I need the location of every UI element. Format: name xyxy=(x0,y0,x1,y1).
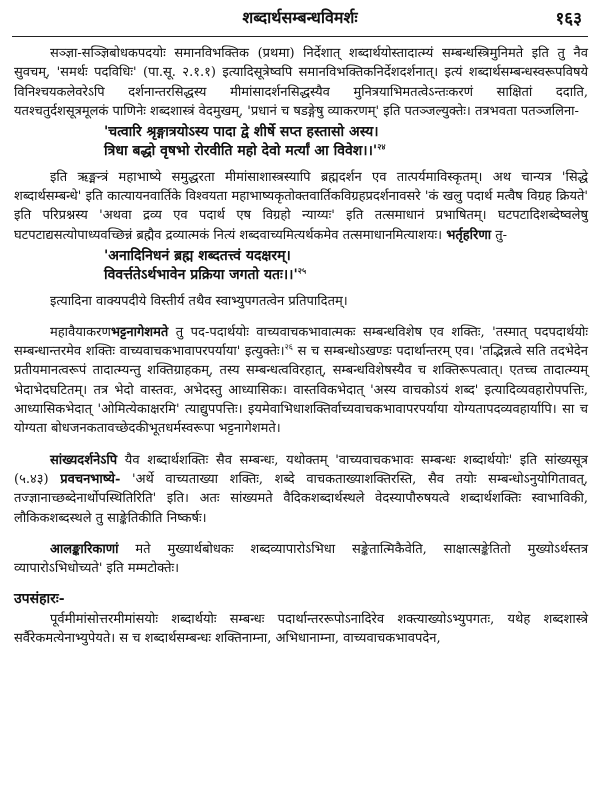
section-heading: उपसंहारः- xyxy=(14,591,65,608)
keyword: भट्टनागेशमते xyxy=(110,324,169,340)
page-header xyxy=(14,6,586,32)
verse-line: 'चत्वारि श्रृङ्गात्रयोऽस्य पादा द्वे शीर्षे सप्त हस्तासो अस्य। xyxy=(104,124,379,141)
paragraph-7: पूर्वमीमांसोत्तरमीमांसयोः शब्दार्थयोः सम्बन्धः पदार्थान्तररूपोऽनादिरेव शक्त्याख्योऽभ्युपगतः, यथेह शब्दशास्त्रे सर्वैरेकमत्येनाभ्युपेयते। स च शब्दार्थसम्बन्धः शक्तिनाम्ना, अभिधानाम्ना, वाच्यवाचकभावपदेन, xyxy=(14,611,588,647)
paragraph-5: सांख्यदर्शनेऽपि यैव शब्दार्थशक्तिः सैव सम्बन्धः, यथोक्तम् 'वाच्यवाचकभावः सम्बन्धः शब्दार्थयोः' इति सांख्यसूत्र (५.४३) प्रवचनभाष्ये- 'अर्थे वाच्यताख्या शक्तिः, शब्दे वाचकताख्याशक्तिरस्ति, सैव तयोः सम्बन्धोऽनुयोगितावत्, तज्ज्ञानाच्छब्देनार्थोपस्थितिरिति' इति। अतः सांख्यमते वैदिकशब्दार्थस्थले वेदस्यापौरुषयत्वे शब्दार्थशक्तिः स्वाभाविकी, लौकिकशब्दस्थले तु साङ्केतिकीति निष्कर्षः। xyxy=(14,452,588,526)
verse-line: 'अनादिनिधनं ब्रह्म शब्दतत्त्वं यदक्षरम्। xyxy=(104,247,291,264)
verse-line: त्रिधा बद्धो वृषभो रोरवीति महो देवो मर्त्यां आ $विवेश।।'^{२४}$ xyxy=(104,141,386,160)
footnote-ref: २६ xyxy=(284,342,293,352)
footnote-ref: २५ xyxy=(297,265,307,276)
page-body xyxy=(14,44,588,648)
keyword: प्रवचनभाष्ये- xyxy=(60,471,121,487)
paragraph-3: इत्यादिना वाक्यपदीये विस्तीर्य तथैव स्वाभ्युपगतत्वेन प्रतिपादितम्। xyxy=(50,293,348,309)
footnote-ref: २४ xyxy=(377,141,386,152)
keyword: भर्तृहरिणा xyxy=(446,227,492,243)
header-rule xyxy=(12,36,588,37)
page-number: १६३ xyxy=(555,9,582,29)
keyword: सांख्यदर्शनेऽपि xyxy=(50,452,118,468)
page-title: शब्दार्थसम्बन्धविमर्शः xyxy=(242,8,358,27)
verse-quote-2 xyxy=(14,247,588,286)
paragraph-1: सञ्ज्ञा-सञ्ज्ञिबोधकपदयोः समानविभक्तिक (प्रथमा) निर्देशात् शब्दार्थयोस्तादात्म्यं सम्बन्धस्त्रिमुनिमते इति तु नैव सुवचम्, 'समर्थः पदविधिः' (पा.सू. २.१.१) इत्यादिसूत्रेष्वपि समानविभक्तिकनिर्देशदर्शनात्। इत्यं शब्दार्थसम्बन्धस्वरूपविषये विनिश्चयकलेवरेऽपि दर्शनान्तरसिद्धस्य मीमांसादर्शनसिद्धस्यैव मुनित्रयाभिमतत्वेऽन्तःकरणं साक्षितां ददाति, यतश्चतुर्दशसूत्रमूलकं पाणिनेः शब्दशास्त्रं वेदमुखम्, 'प्रधानं च षडङ्गेषु व्याकरणम्' इति पतञ्जल्युक्तेः। तत्रभवता पतञ्जलिना- xyxy=(14,46,588,119)
verse-line: विवर्त्ततेऽर्थभावेन प्रक्रिया जगतो $यतः।।'^{२५}$ xyxy=(104,265,307,284)
keyword: आलङ्कारिकाणां xyxy=(50,541,119,557)
paragraph-6: आलङ्कारिकाणां मते मुख्यार्थबोधकः शब्दव्यापारोऽभिधा सङ्केतात्मिकैवेति, साक्षात्सङ्केतितो मुख्योऽर्थस्तत्र व्यापारोऽभिधोच्यते' इति मम्मटोक्तेः। xyxy=(14,541,588,577)
paragraph-2: इति ऋङ्मन्त्रं महाभाष्ये समुद्धरता मीमांसाशास्त्रस्यापि ब्रह्मदर्शन एव तात्पर्यमाविस्कृतम्। अथ चान्यत्र 'सिद्धे शब्दार्थसम्बन्धे' इति कात्यायनवार्तिके विश्वयता महाभाष्यकृतोक्तवार्तिकविग्रहप्रदर्शनावसरे 'कं खलु पदार्थ मत्वैष विग्रह क्रियते' इति परिप्रश्नस्य 'अथवा द्रव्य एव पदार्थ एष विग्रहो न्याय्यः' इति तत्समाधानं प्रभाषितम्। घटपटादिशब्देष्वलेषु घटपटाद्यसत्योपाध्यवच्छिन्नं ब्रह्मैव द्रव्यात्मकं नित्यं शब्दवाच्यमित्यर्थकमेव तत्समाधानमित्याशयः। भर्तृहरिणा तु- xyxy=(14,169,588,243)
verse-quote-1 xyxy=(14,123,588,162)
paragraph-4: महावैयाकरणभट्टनागेशमते तु पद-पदार्थयोः वाच्यवाचकभावात्मकः सम्बन्धविशेष एव शक्तिः, 'तस्मात् पदपदार्थयोः सम्बन्धान्तरमेव शक्तिः वाच्यवाचकभावापरपर्याया' इत्युक्तेः।$^{२६}$ स च सम्बन्धोऽखण्डः पदार्थान्तरम् एव। 'तद्भिन्नत्वे सति तदभेदेन प्रतीयमानत्वरूपं तादात्म्यन्तु शक्तिग्राहकम्, तस्य सम्बन्धत्वविरहात्, सम्बन्धविशेषस्यैव च शक्तिरूपत्वात्। एतच्च तादात्म्यम् भेदाभेदघटितम्। तत्र भेदो वास्तवः, अभेदस्तु आध्यासिकः। वास्तविकभेदात् 'अस्य वाचकोऽयं शब्द' इत्यादिव्यवहारोपपत्तिः, आध्यासिकभेदात् 'ओमित्येकाक्षरमि' त्याद्युपपत्तिः। इयमेवाभिधाशक्तिर्वाच्यवाचकभावापरपर्याया योग्यतापदव्यवहार्यापि। सा च योग्यता बोधजनकतावच्छेदकीभूतधर्मस्वरूपा भट्टनागेशमते। xyxy=(14,324,588,437)
